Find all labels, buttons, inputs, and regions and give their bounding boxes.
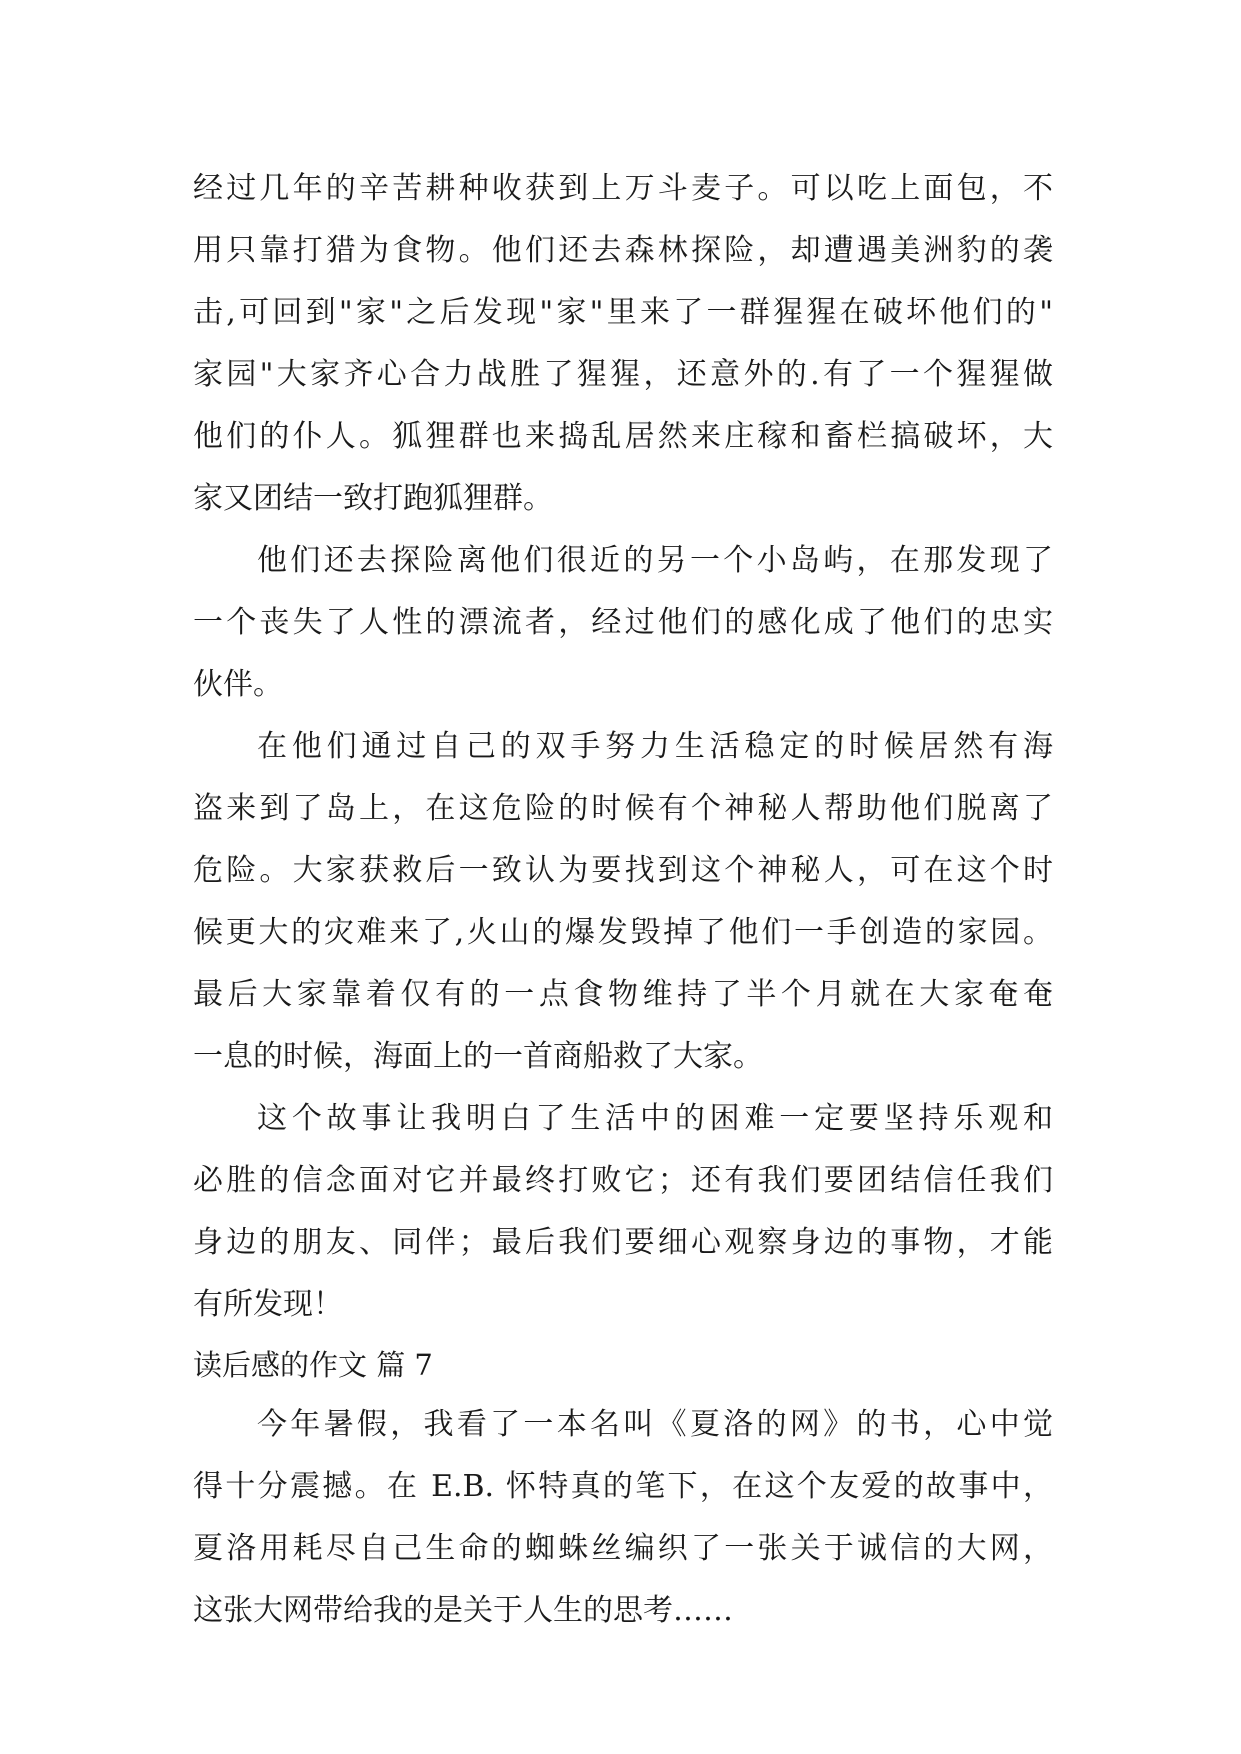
- text-line: 得十分震撼。在 E.B. 怀特真的笔下，在这个友爱的故事中，: [193, 1469, 1053, 1504]
- text-line: 家园"大家齐心合力战胜了猩猩，还意外的.有了一个猩猩做: [193, 357, 1053, 392]
- text-line: 他们还去探险离他们很近的另一个小岛屿，在那发现了: [257, 543, 1053, 578]
- text-line: 有所发现！: [193, 1287, 343, 1322]
- paragraph: [193, 158, 1053, 530]
- text-line: 夏洛用耗尽自己生命的蜘蛛丝编织了一张关于诚信的大网，: [193, 1531, 1053, 1566]
- text-line: 他们的仆人。狐狸群也来捣乱居然来庄稼和畜栏搞破坏，大: [193, 419, 1053, 454]
- text-line: 一息的时候，海面上的一首商船救了大家。: [193, 1039, 763, 1074]
- text-line: 身边的朋友、同伴；最后我们要细心观察身边的事物，才能: [193, 1225, 1053, 1260]
- text-line: 伙伴。: [193, 667, 283, 702]
- text-line: 这个故事让我明白了生活中的困难一定要坚持乐观和: [257, 1101, 1053, 1136]
- text-line: 家又团结一致打跑狐狸群。: [193, 481, 553, 516]
- text-line: 最后大家靠着仅有的一点食物维持了半个月就在大家奄奄: [193, 977, 1053, 1012]
- paragraph: [193, 530, 1053, 716]
- document-page: [193, 158, 1053, 1642]
- text-line: 盗来到了岛上，在这危险的时候有个神秘人帮助他们脱离了: [193, 791, 1053, 826]
- paragraph: [193, 1088, 1053, 1336]
- paragraph: [193, 1394, 1053, 1642]
- text-line: 必胜的信念面对它并最终打败它；还有我们要团结信任我们: [193, 1163, 1053, 1198]
- section-heading: 读后感的作文 篇 7: [193, 1348, 433, 1382]
- text-line: 经过几年的辛苦耕种收获到上万斗麦子。可以吃上面包，不: [193, 171, 1053, 206]
- paragraph: [193, 716, 1053, 1088]
- text-line: 在他们通过自己的双手努力生活稳定的时候居然有海: [257, 729, 1053, 764]
- text-line: 今年暑假，我看了一本名叫《夏洛的网》的书，心中觉: [257, 1407, 1053, 1442]
- text-line: 一个丧失了人性的漂流者，经过他们的感化成了他们的忠实: [193, 605, 1053, 640]
- text-line: 这张大网带给我的是关于人生的思考……: [193, 1593, 733, 1628]
- text-line: 击,可回到"家"之后发现"家"里来了一群猩猩在破坏他们的": [193, 295, 1053, 330]
- text-line: 候更大的灾难来了,火山的爆发毁掉了他们一手创造的家园。: [193, 915, 1053, 950]
- text-line: 危险。大家获救后一致认为要找到这个神秘人，可在这个时: [193, 853, 1053, 888]
- text-line: 用只靠打猎为食物。他们还去森林探险，却遭遇美洲豹的袭: [193, 233, 1053, 268]
